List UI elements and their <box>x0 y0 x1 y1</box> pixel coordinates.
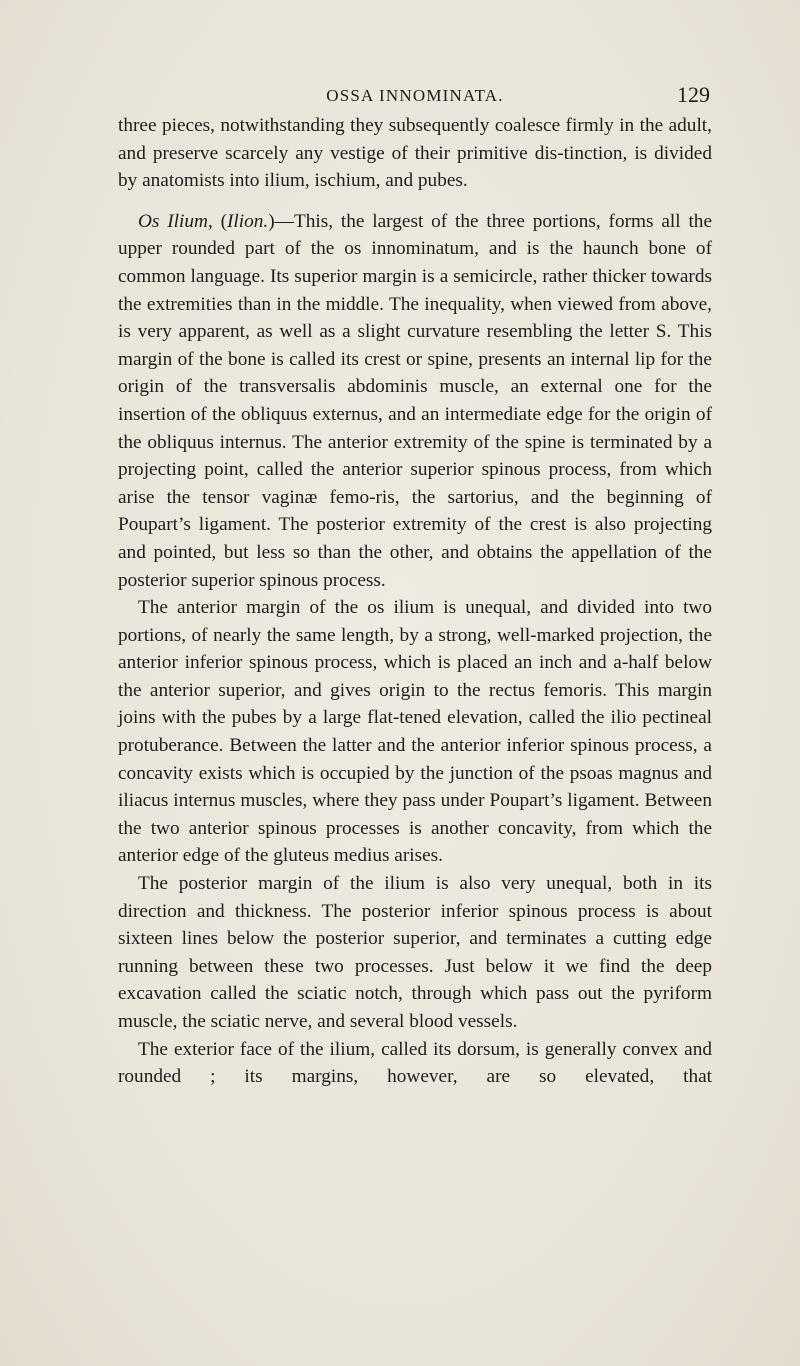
running-title: OSSA INNOMINATA. <box>326 86 504 105</box>
term-separator: , ( <box>207 210 228 232</box>
running-head <box>120 82 710 110</box>
paragraph-anterior-margin: The anterior margin of the os ilium is unequal, and divided into two portions, of nearly the same length, by a strong, well-marked projection, the anterior inferior spinous process, which is placed an inch and a-half below the anterior superior, and gives origin to the rectus femoris. This margin joins with the pubes by a large flat-tened elevation, called the ilio pectineal protuberance. Between the latter and the anterior inferior spinous process, a concavity exists which is occupied by the junction of the psoas magnus and iliacus internus muscles, where they pass under Poupart’s ligament. Between the two anterior spinous processes is another concavity, from which the anterior edge of the gluteus medius arises. <box>118 597 712 867</box>
paragraph-1: three pieces, notwithstanding they subsequently coalesce firmly in the adult, and preserve scarcely any vestige of their primitive dis-tinction, is divided by anatomists into ilium, ischium, and pubes. <box>118 115 712 192</box>
body-text <box>118 112 712 1091</box>
term-ilion: Ilion. <box>227 210 269 232</box>
paragraph-posterior-margin: The posterior margin of the ilium is also very unequal, both in its direction and thickness. The posterior inferior spinous process is about sixteen lines below the posterior superior, and terminates a cutting edge running between these two processes. Just below it we find the deep excavation called the sciatic notch, through which pass out the pyriform muscle, the sciatic nerve, and several blood vessels. <box>118 873 712 1032</box>
paragraph-exterior-face: The exterior face of the ilium, called its dorsum, is generally convex and rounded ; its margins, however, are so elevated, that <box>118 1038 712 1088</box>
term-os-ilium: Os Ilium <box>138 210 208 232</box>
paragraph-os-ilium <box>118 208 712 594</box>
paragraph-os-ilium-text: )—This, the largest of the three portions, forms all the upper rounded part of the os innominatum, and is the haunch bone of common language. Its superior margin is a semicircle, rather thicker towards the extremities than in the middle. The inequality, when viewed from above, is very apparent, as well as a slight curvature resembling the letter S. This margin of the bone is called its crest or spine, presents an internal lip for the origin of the transversalis abdominis muscle, an external one for the insertion of the obliquus externus, and an intermediate edge for the origin of the obliquus internus. The anterior extremity of the spine is terminated by a projecting point, called the anterior superior spinous process, from which arise the tensor vaginæ femo-ris, the sartorius, and the beginning of Poupart’s ligament. The posterior extremity of the crest is also projecting and pointed, but less so than the other, and obtains the appellation of the posterior superior spinous process. <box>118 210 712 591</box>
page-number: 129 <box>677 82 710 107</box>
